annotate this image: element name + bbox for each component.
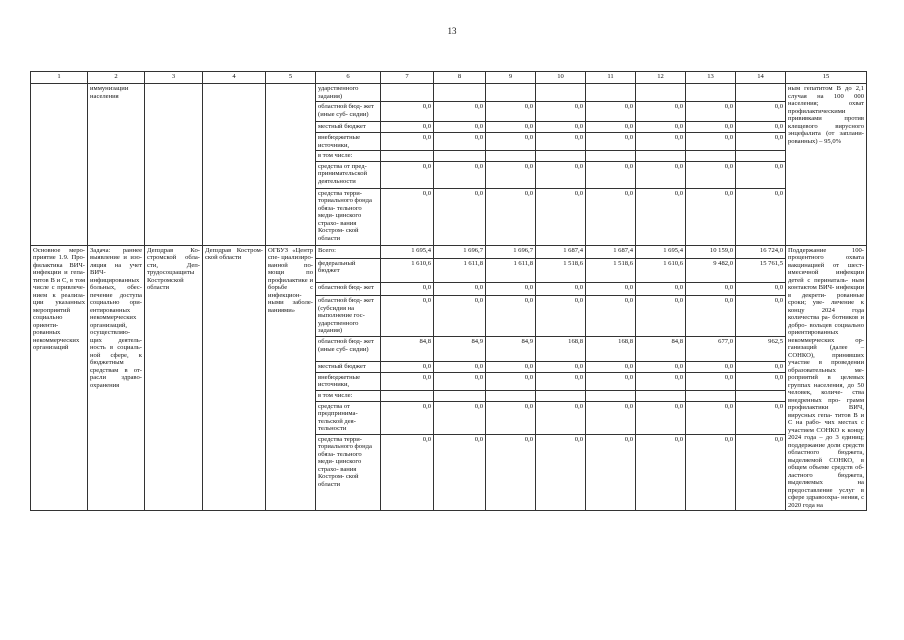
amount-cell: 0,0 [434,161,486,188]
funding-source-label: Всего: [316,245,381,258]
amount-cell: 0,0 [381,401,434,434]
funding-source-label: внебюджетные источники, [316,372,381,390]
amount-cell: 0,0 [536,296,586,337]
column-header-10: 10 [536,72,586,84]
column-header-11: 11 [586,72,636,84]
cell-block1-col15: ным гепатитом В до 2,1 случая на 100 000 населения; охват профилактическими прививками против клещевого вирусного энцефалита (от заплани- рованных) – 95,0% [786,84,867,246]
amount-cell: 84,9 [486,337,536,361]
amount-cell: 0,0 [486,161,536,188]
amount-cell [636,151,686,162]
funding-source-label: средства терри- ториального фонда обяза- тельного меди- цинского страхо- вания Костром- ской области [316,434,381,510]
funding-source-label: федеральный бюджет [316,258,381,282]
column-header-6: 6 [316,72,381,84]
amount-cell: 0,0 [486,133,536,151]
amount-cell [736,151,786,162]
header-row [31,72,867,84]
column-header-7: 7 [381,72,434,84]
amount-cell: 1 696,7 [434,245,486,258]
amount-cell [536,390,586,401]
amount-cell: 1 687,4 [586,245,636,258]
amount-cell: 16 724,0 [736,245,786,258]
amount-cell: 0,0 [686,401,736,434]
amount-cell: 0,0 [736,296,786,337]
amount-cell: 0,0 [586,296,636,337]
amount-cell [686,84,736,102]
amount-cell [536,84,586,102]
amount-cell: 0,0 [686,102,736,122]
funding-source-label: областной бюд- жет (иные суб- сидии) [316,337,381,361]
amount-cell [686,390,736,401]
cell-block2-col2: Задача: раннее выявление и изо- ляция на учет ВИЧ- инфицированных больных, обес- печение доступа социально ори- ентированных некоммерческих организаций, осуществляю- щих деятель- ность в социаль- ной сфере, к бюджетным средствам в от- расли здраво- охранения [88,245,145,511]
amount-cell [486,151,536,162]
amount-cell: 0,0 [486,434,536,510]
amount-cell: 0,0 [736,401,786,434]
amount-cell: 1 518,6 [536,258,586,282]
amount-cell: 0,0 [434,282,486,295]
amount-cell: 0,0 [636,122,686,133]
cell-block1-col2: иммунизации населения [88,84,145,246]
amount-cell: 168,8 [536,337,586,361]
amount-cell [434,151,486,162]
funding-source-label: областной бюд- жет (иные суб- сидии) [316,102,381,122]
amount-cell [486,84,536,102]
amount-cell: 0,0 [381,102,434,122]
amount-cell [586,151,636,162]
amount-cell: 0,0 [486,102,536,122]
amount-cell: 0,0 [736,282,786,295]
amount-cell [736,390,786,401]
amount-cell: 1 518,6 [586,258,636,282]
column-header-9: 9 [486,72,536,84]
amount-cell: 0,0 [586,161,636,188]
amount-cell: 0,0 [586,372,636,390]
amount-cell: 0,0 [486,296,536,337]
amount-cell: 168,8 [586,337,636,361]
amount-cell: 1 610,6 [381,258,434,282]
amount-cell: 0,0 [686,133,736,151]
amount-cell: 0,0 [536,133,586,151]
amount-cell: 0,0 [486,401,536,434]
amount-cell: 10 159,0 [686,245,736,258]
table-row [31,84,867,102]
amount-cell: 0,0 [636,161,686,188]
amount-cell: 0,0 [381,282,434,295]
amount-cell: 0,0 [486,282,536,295]
amount-cell: 0,0 [686,361,736,372]
amount-cell: 0,0 [381,161,434,188]
cell-block1-col3 [145,84,203,246]
page-number: 13 [447,26,457,36]
amount-cell: 0,0 [434,188,486,245]
funding-source-label: средства терри- ториального фонда обяза- тельного меди- цинского страхо- вания Костром- ской области [316,188,381,245]
amount-cell: 1 611,8 [434,258,486,282]
amount-cell: 0,0 [686,296,736,337]
cell-block1-col1 [31,84,88,246]
amount-cell: 0,0 [586,102,636,122]
amount-cell: 0,0 [486,122,536,133]
amount-cell: 0,0 [586,401,636,434]
amount-cell: 0,0 [434,401,486,434]
amount-cell [381,84,434,102]
amount-cell: 0,0 [736,161,786,188]
amount-cell: 0,0 [536,401,586,434]
amount-cell: 0,0 [381,188,434,245]
amount-cell: 0,0 [636,188,686,245]
amount-cell: 0,0 [381,133,434,151]
table-body [31,84,867,511]
amount-cell: 0,0 [586,188,636,245]
amount-cell: 0,0 [434,102,486,122]
amount-cell: 0,0 [636,296,686,337]
amount-cell: 84,8 [381,337,434,361]
cell-block1-col4 [203,84,266,246]
amount-cell [434,84,486,102]
amount-cell: 0,0 [736,122,786,133]
amount-cell [636,390,686,401]
amount-cell: 0,0 [536,122,586,133]
amount-cell [434,390,486,401]
amount-cell: 0,0 [636,282,686,295]
amount-cell [586,84,636,102]
amount-cell: 0,0 [434,434,486,510]
funding-source-label: местный бюджет [316,122,381,133]
amount-cell: 0,0 [736,133,786,151]
amount-cell: 1 696,7 [486,245,536,258]
funding-source-label: местный бюджет [316,361,381,372]
amount-cell: 0,0 [381,434,434,510]
program-table [30,71,867,511]
amount-cell: 9 482,0 [686,258,736,282]
funding-source-label: областной бюд- жет (субсидия на выполнение гос- ударственного задания) [316,296,381,337]
amount-cell: 0,0 [736,434,786,510]
amount-cell [686,151,736,162]
amount-cell [381,151,434,162]
cell-block2-col1: Основное меро- приятие 1.9. Про- филактика ВИЧ- инфекции и гепа- титов В и С, в том числе с привлече- нием к реализа- ции указанных мероприятий социально ориенти- рованных некоммерческих организаций [31,245,88,511]
amount-cell: 0,0 [586,361,636,372]
amount-cell: 1 695,4 [381,245,434,258]
amount-cell: 0,0 [686,282,736,295]
column-header-14: 14 [736,72,786,84]
amount-cell: 0,0 [686,122,736,133]
cell-block2-col4: Депздрав Костром- ской области [203,245,266,511]
amount-cell: 1 611,8 [486,258,536,282]
amount-cell: 0,0 [686,434,736,510]
amount-cell: 0,0 [486,361,536,372]
column-header-2: 2 [88,72,145,84]
column-header-4: 4 [203,72,266,84]
amount-cell [636,84,686,102]
amount-cell: 0,0 [636,434,686,510]
amount-cell: 0,0 [736,188,786,245]
funding-source-label: в том числе: [316,151,381,162]
amount-cell: 0,0 [636,401,686,434]
amount-cell: 0,0 [686,188,736,245]
amount-cell: 0,0 [586,434,636,510]
amount-cell: 0,0 [586,133,636,151]
column-header-13: 13 [686,72,736,84]
amount-cell: 0,0 [434,122,486,133]
amount-cell: 0,0 [434,133,486,151]
amount-cell: 0,0 [586,282,636,295]
amount-cell: 0,0 [736,372,786,390]
cell-block1-col5 [266,84,316,246]
funding-source-label: средства от пред- принимательской деятельности [316,161,381,188]
column-header-15: 15 [786,72,867,84]
amount-cell: 0,0 [536,161,586,188]
amount-cell: 0,0 [636,102,686,122]
column-header-5: 5 [266,72,316,84]
funding-source-label: средства от предпринима- тельской дея- тельности [316,401,381,434]
table-row [31,245,867,258]
amount-cell: 1 695,4 [636,245,686,258]
funding-source-label: областной бюд- жет [316,282,381,295]
amount-cell: 677,0 [686,337,736,361]
funding-source-label: внебюджетные источники, [316,133,381,151]
amount-cell: 0,0 [381,296,434,337]
amount-cell: 0,0 [586,122,636,133]
amount-cell [381,390,434,401]
funding-source-label: в том числе: [316,390,381,401]
amount-cell: 0,0 [381,361,434,372]
column-header-8: 8 [434,72,486,84]
column-header-12: 12 [636,72,686,84]
amount-cell: 84,9 [434,337,486,361]
amount-cell: 1 610,6 [636,258,686,282]
cell-block2-col5: ОГБУЗ «Центр спе- циализиро- ванной по- мощи по профилактике и борьбе с инфекцион- ными заболе- ваниями» [266,245,316,511]
cell-block2-col3: Депздрав Ко- стромской обла- сти, Деп- трудосоцзащиты Костромской области [145,245,203,511]
cell-block2-col15: Поддержание 100- процентного охвата вакцинацией от шест- имесячной инфекции детей с перинаталь- ным контактом ВИЧ- инфекции в декрети- рованные сроки; уве- личение к концу 2024 года количества ра- ботников и добро- вольцев социально ориентированных некоммерческих ор- ганизаций (далее – СОНКО), принявших участие в проведении образовательных ме- роприятий в целевых группах населения, до 50 человек, количе- ства внедренных про- грамм профилактики ВИЧ, вирусных гепа- титов В и С на рабо- чих местах с участием СОНКО к концу 2024 года – до 3 единиц; поддержание доли средств областного бюджета, выделяемой СОНКО, в общем объеме средств об- ластного бюджета, выделяемых на предоставление услуг в сфере здравоохра- нения, с 2020 года на [786,245,867,511]
amount-cell: 0,0 [381,122,434,133]
amount-cell: 0,0 [636,372,686,390]
amount-cell [736,84,786,102]
amount-cell: 0,0 [536,282,586,295]
amount-cell: 0,0 [536,188,586,245]
amount-cell: 0,0 [381,372,434,390]
amount-cell: 0,0 [536,372,586,390]
column-header-3: 3 [145,72,203,84]
amount-cell: 0,0 [434,296,486,337]
amount-cell: 1 687,4 [536,245,586,258]
amount-cell: 0,0 [434,361,486,372]
amount-cell: 0,0 [686,372,736,390]
amount-cell: 0,0 [536,102,586,122]
amount-cell: 0,0 [434,372,486,390]
column-header-1: 1 [31,72,88,84]
amount-cell: 0,0 [486,372,536,390]
amount-cell: 962,5 [736,337,786,361]
amount-cell: 0,0 [636,133,686,151]
amount-cell: 84,8 [636,337,686,361]
amount-cell: 0,0 [686,161,736,188]
funding-source-label: ударственного задания) [316,84,381,102]
amount-cell: 0,0 [636,361,686,372]
amount-cell: 15 761,5 [736,258,786,282]
amount-cell: 0,0 [536,434,586,510]
amount-cell [486,390,536,401]
amount-cell: 0,0 [736,361,786,372]
amount-cell: 0,0 [486,188,536,245]
amount-cell [536,151,586,162]
amount-cell [586,390,636,401]
amount-cell: 0,0 [536,361,586,372]
amount-cell: 0,0 [736,102,786,122]
